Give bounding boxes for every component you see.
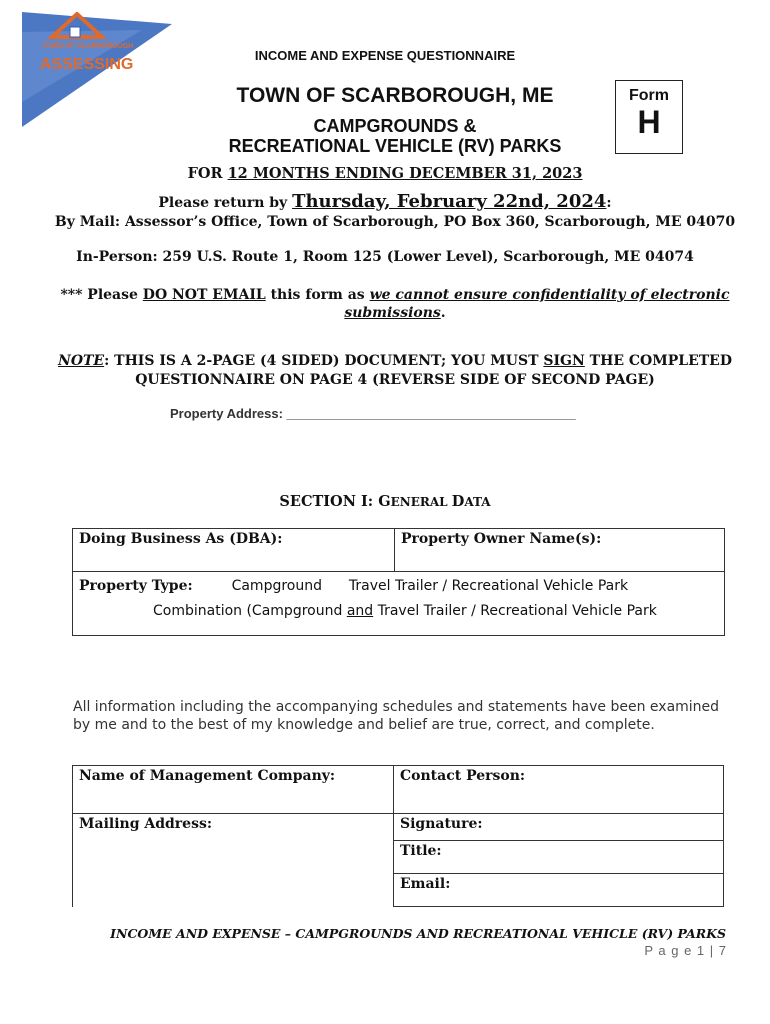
return-by-line: Please return by Thursday, February 22nd, 2024: [158, 191, 612, 212]
subtitle-line-1: CAMPGROUNDS & [313, 116, 477, 136]
no-email-warning: *** Please DO NOT EMAIL this form as we cannot ensure confidentiality of electronic submissions. [60, 287, 730, 321]
subtitle-line-2: RECREATIONAL VEHICLE (RV) PARKS [228, 136, 562, 156]
dba-field[interactable]: Doing Business As (DBA): [73, 529, 395, 572]
document-heading: INCOME AND EXPENSE QUESTIONNAIRE [254, 48, 516, 63]
form-letter: H [637, 104, 661, 140]
campground-option: Campground [231, 578, 322, 594]
mailing-address-field[interactable]: Mailing Address: [73, 814, 394, 907]
signature-table [72, 765, 724, 907]
owner-name-field[interactable]: Property Owner Name(s): [395, 529, 725, 572]
signature-field[interactable]: Signature: [394, 814, 724, 841]
signature-note: NOTE: THIS IS A 2-PAGE (4 SIDED) DOCUMENT; YOU MUST SIGN THE COMPLETED QUESTIONNAIRE ON PAGE 4 (REVERSE SIDE OF SECOND PAGE) [58, 353, 732, 388]
form-id-box [615, 80, 683, 154]
general-data-table [72, 528, 725, 636]
reporting-period: FOR 12 MONTHS ENDING DECEMBER 31, 2023 [187, 165, 583, 182]
form-label: Form [629, 87, 669, 104]
property-type-row: Property Type: Campground Travel Trailer / Recreational Vehicle Park Combination (Campground and Travel Trailer / Recreational Vehicle Park [73, 572, 725, 636]
property-address-field[interactable]: Property Address: ________________________________________ [170, 406, 576, 421]
svg-text:ASSESSING: ASSESSING [40, 56, 134, 73]
assessing-logo [22, 12, 172, 127]
page-number: P a g e 1 | 7 [644, 943, 727, 958]
footer-title: INCOME AND EXPENSE – CAMPGROUNDS AND RECREATIONAL VEHICLE (RV) PARKS [110, 926, 726, 941]
email-field[interactable]: Email: [394, 874, 724, 907]
title-field[interactable]: Title: [394, 841, 724, 874]
contact-person-field[interactable]: Contact Person: [394, 766, 724, 814]
section-heading: SECTION I: GENERAL DATA [279, 493, 491, 510]
in-person-address: In-Person: 259 U.S. Route 1, Room 125 (Lower Level), Scarborough, ME 04074 [76, 249, 694, 265]
town-title: TOWN OF SCARBOROUGH, ME [236, 84, 554, 107]
combination-option: Combination (Campground and Travel Trailer / Recreational Vehicle Park [153, 603, 657, 619]
due-date: Thursday, February 22nd, 2024 [292, 191, 607, 212]
mail-address: By Mail: Assessor’s Office, Town of Scarborough, PO Box 360, Scarborough, ME 04070 [54, 214, 736, 230]
svg-text:TOWN OF SCARBOROUGH: TOWN OF SCARBOROUGH [42, 43, 134, 50]
management-company-field[interactable]: Name of Management Company: [73, 766, 394, 814]
rv-park-option: Travel Trailer / Recreational Vehicle Park [348, 578, 629, 594]
attestation-text: All information including the accompanying schedules and statements have been examined by me and to the best of my knowledge and belief are true, correct, and complete. [73, 699, 720, 733]
